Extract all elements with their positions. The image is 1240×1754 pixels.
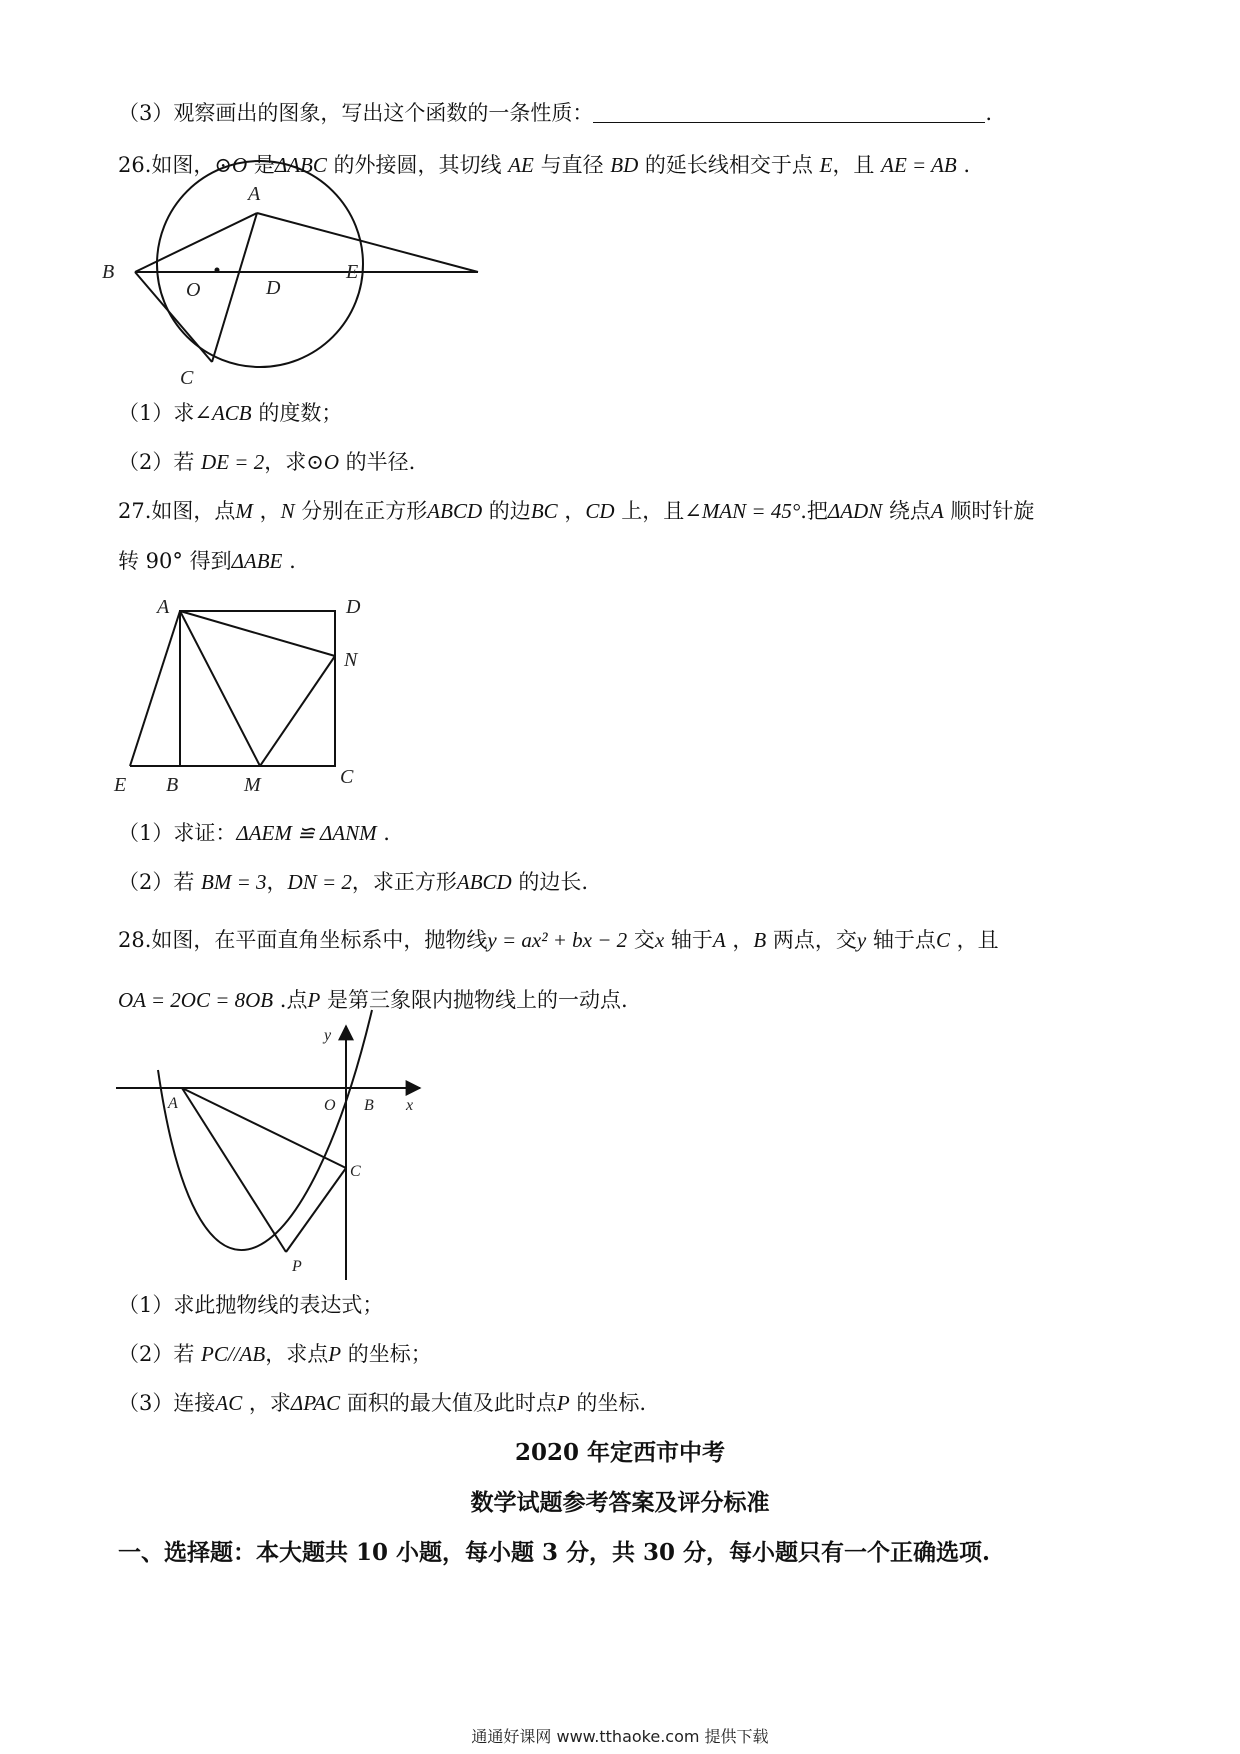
label-n: N [344,649,358,671]
answer-blank [593,102,985,123]
q26-figure [100,180,420,390]
q28-stem-line1: 28.如图，在平面直角坐标系中，抛物线y = ax² + bx − 2 交x 轴于A ，B 两点，交y 轴于点C ，且 [118,928,999,952]
q27-part1: （1）求证：ΔAEM ≌ ΔANM . [118,821,390,845]
q28-part3: （3）连接AC ，求ΔPAC 面积的最大值及此时点P 的坐标. [118,1391,647,1415]
segment-ac [212,213,257,362]
q26-part1: （1）求∠ACB 的度数； [118,401,343,425]
answers-title: 2020 年定西市中考 [514,1439,726,1466]
label-d: D [266,277,281,299]
label-b: B [166,774,179,796]
label-c: C [180,367,194,389]
segment-mn [260,656,335,766]
label-e: E [346,261,359,283]
section1-heading: 一、选择题：本大题共 10 小题，每小题 3 分，共 30 分，每小题只有一个正确选项. [118,1539,991,1566]
segment-an [180,611,335,656]
label-b: B [364,1097,374,1114]
q26-stem: 26.如图，⊙O 是ΔABC 的外接圆，其切线 AE 与直径 BD 的延长线相交于点 E，且 AE = AB . [118,153,971,177]
footer-text: 通通好课网 www.tthaoke.com 提供下载 [471,1727,769,1746]
q25-part3: （3）观察画出的图象，写出这个函数的一条性质： . [118,101,993,125]
segment-am [180,611,260,766]
label-a: A [157,596,170,618]
q28-part2: （2）若 PC//AB，求点P 的坐标； [118,1342,432,1366]
answers-subtitle: 数学试题参考答案及评分标准 [470,1489,770,1516]
label-y: y [324,1027,332,1044]
label-a: A [248,183,261,205]
segment-ae [130,611,180,766]
label-c: C [350,1163,361,1180]
label-m: M [244,774,261,796]
label-c: C [340,766,354,788]
q28-part1: （1）求此抛物线的表达式； [118,1293,384,1317]
segment-ae [257,213,478,272]
segment-ba [135,213,257,272]
parabola [158,1010,372,1250]
label-e: E [114,774,127,796]
label-d: D [346,596,361,618]
q26-part2: （2）若 DE = 2，求⊙O 的半径. [118,450,416,474]
label-a: A [168,1095,178,1112]
label-x: x [406,1097,414,1114]
q27-part2: （2）若 BM = 3，DN = 2，求正方形ABCD 的边长. [118,870,589,894]
label-p: P [292,1258,302,1275]
q27-stem-line2: 转 90° 得到ΔABE . [118,549,296,573]
label-o: O [324,1097,336,1114]
q28-figure [110,1020,430,1300]
center-dot [215,268,220,273]
q28-stem-line2: OA = 2OC = 8OB .点P 是第三象限内抛物线上的一动点. [118,988,628,1012]
q27-stem-line1: 27.如图，点M ，N 分别在正方形ABCD 的边BC ，CD 上，且∠MAN = 45°.把ΔADN 绕点A 顺时针旋 [118,499,1035,523]
q27-figure [110,596,380,796]
label-b: B [102,261,115,283]
label-o: O [186,279,201,301]
